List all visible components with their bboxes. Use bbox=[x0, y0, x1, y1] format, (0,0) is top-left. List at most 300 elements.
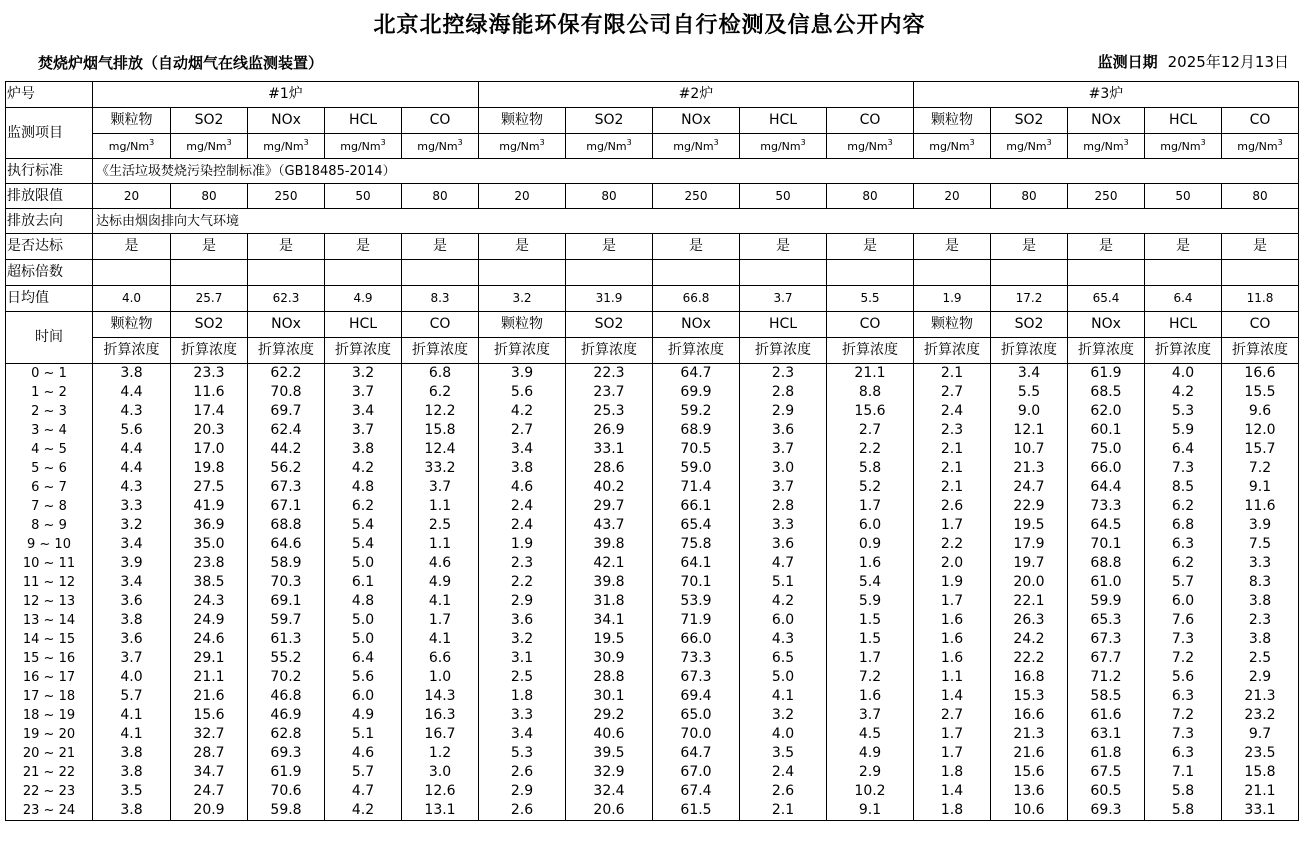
hourly-value: 3.4 bbox=[93, 573, 171, 592]
hourly-value: 4.5 bbox=[827, 725, 914, 744]
hourly-value: 61.0 bbox=[1068, 573, 1145, 592]
daily-avg-label: 日均值 bbox=[6, 286, 93, 312]
pollutant-header: HCL bbox=[325, 108, 402, 134]
hourly-value: 3.0 bbox=[740, 459, 827, 478]
hourly-value: 23.3 bbox=[171, 364, 248, 384]
hourly-value: 71.4 bbox=[653, 478, 740, 497]
date-value: 2025年12月13日 bbox=[1167, 53, 1289, 71]
section-subtitle: 焚烧炉烟气排放（自动烟气在线监测装置） bbox=[38, 54, 324, 72]
hourly-value: 10.7 bbox=[991, 440, 1068, 459]
direction-label: 排放去向 bbox=[6, 209, 93, 234]
hourly-value: 2.5 bbox=[1222, 649, 1299, 668]
hourly-value: 28.7 bbox=[171, 744, 248, 763]
hourly-value: 1.5 bbox=[827, 611, 914, 630]
hourly-value: 5.4 bbox=[325, 535, 402, 554]
exceed-value bbox=[827, 260, 914, 286]
limit-value: 250 bbox=[653, 184, 740, 209]
hourly-value: 67.7 bbox=[1068, 649, 1145, 668]
limit-row bbox=[6, 184, 1299, 209]
hourly-value: 1.1 bbox=[914, 668, 991, 687]
pollutant-header: CO bbox=[827, 108, 914, 134]
conc-label: 折算浓度 bbox=[1222, 338, 1299, 364]
hourly-value: 1.9 bbox=[479, 535, 566, 554]
unit-sup: 3 bbox=[1046, 137, 1052, 147]
hourly-row bbox=[6, 687, 1299, 706]
exceed-value bbox=[566, 260, 653, 286]
limit-value: 80 bbox=[991, 184, 1068, 209]
hourly-value: 5.0 bbox=[325, 630, 402, 649]
hourly-value: 6.6 bbox=[402, 649, 479, 668]
conc-label: 折算浓度 bbox=[1068, 338, 1145, 364]
hourly-value: 4.6 bbox=[479, 478, 566, 497]
hourly-value: 24.7 bbox=[991, 478, 1068, 497]
hourly-value: 66.0 bbox=[1068, 459, 1145, 478]
pollutant-header: CO bbox=[1222, 108, 1299, 134]
daily-avg-row bbox=[6, 286, 1299, 312]
conc-label: 折算浓度 bbox=[914, 338, 991, 364]
hourly-value: 64.7 bbox=[653, 364, 740, 384]
hourly-value: 3.8 bbox=[1222, 592, 1299, 611]
unit-sup: 3 bbox=[380, 137, 386, 147]
hourly-value: 40.2 bbox=[566, 478, 653, 497]
hourly-value: 5.6 bbox=[479, 383, 566, 402]
compliant-value: 是 bbox=[171, 234, 248, 260]
compliant-value: 是 bbox=[325, 234, 402, 260]
hourly-value: 5.9 bbox=[1145, 421, 1222, 440]
hourly-value: 1.6 bbox=[914, 630, 991, 649]
hourly-value: 9.1 bbox=[1222, 478, 1299, 497]
hourly-value: 7.2 bbox=[1145, 706, 1222, 725]
hourly-value: 5.0 bbox=[325, 611, 402, 630]
hourly-row bbox=[6, 478, 1299, 497]
limit-value: 80 bbox=[1222, 184, 1299, 209]
exceed-value bbox=[1222, 260, 1299, 286]
hourly-value: 34.7 bbox=[171, 763, 248, 782]
compliant-value: 是 bbox=[566, 234, 653, 260]
hourly-value: 3.4 bbox=[93, 535, 171, 554]
hourly-value: 59.0 bbox=[653, 459, 740, 478]
unit-base: mg/Nm bbox=[847, 139, 888, 153]
hourly-value: 1.7 bbox=[827, 497, 914, 516]
hourly-value: 1.8 bbox=[914, 763, 991, 782]
hourly-value: 33.2 bbox=[402, 459, 479, 478]
monitoring-date bbox=[1098, 51, 1289, 72]
hourly-value: 69.7 bbox=[248, 402, 325, 421]
hourly-row bbox=[6, 782, 1299, 801]
hourly-value: 1.1 bbox=[402, 497, 479, 516]
hourly-value: 7.6 bbox=[1145, 611, 1222, 630]
compliant-value: 是 bbox=[740, 234, 827, 260]
hourly-value: 4.2 bbox=[325, 459, 402, 478]
daily-avg-value: 4.9 bbox=[325, 286, 402, 312]
unit-base: mg/Nm bbox=[1006, 139, 1047, 153]
hourly-value: 3.7 bbox=[827, 706, 914, 725]
limit-value: 20 bbox=[93, 184, 171, 209]
hour-range: 13 ~ 14 bbox=[6, 611, 93, 630]
hour-range: 7 ~ 8 bbox=[6, 497, 93, 516]
hourly-value: 5.5 bbox=[991, 383, 1068, 402]
hourly-value: 1.8 bbox=[914, 801, 991, 821]
hourly-value: 4.3 bbox=[93, 402, 171, 421]
exceed-row bbox=[6, 260, 1299, 286]
hourly-value: 3.4 bbox=[325, 402, 402, 421]
hourly-value: 4.1 bbox=[402, 630, 479, 649]
hourly-value: 5.4 bbox=[827, 573, 914, 592]
hourly-value: 2.3 bbox=[740, 364, 827, 384]
hourly-value: 2.4 bbox=[740, 763, 827, 782]
hourly-value: 2.4 bbox=[914, 402, 991, 421]
hourly-value: 56.2 bbox=[248, 459, 325, 478]
hourly-value: 26.3 bbox=[991, 611, 1068, 630]
hourly-value: 3.3 bbox=[479, 706, 566, 725]
hourly-value: 15.6 bbox=[827, 402, 914, 421]
conc-label: 折算浓度 bbox=[402, 338, 479, 364]
hourly-value: 29.2 bbox=[566, 706, 653, 725]
hourly-value: 6.3 bbox=[1145, 687, 1222, 706]
pollutant-header: 颗粒物 bbox=[93, 108, 171, 134]
hourly-value: 70.0 bbox=[653, 725, 740, 744]
hourly-value: 59.8 bbox=[248, 801, 325, 821]
hourly-value: 71.9 bbox=[653, 611, 740, 630]
hourly-value: 68.5 bbox=[1068, 383, 1145, 402]
hourly-value: 9.1 bbox=[827, 801, 914, 821]
hourly-value: 31.8 bbox=[566, 592, 653, 611]
hourly-value: 5.6 bbox=[93, 421, 171, 440]
hour-range: 9 ~ 10 bbox=[6, 535, 93, 554]
hourly-value: 64.1 bbox=[653, 554, 740, 573]
hourly-value: 3.8 bbox=[93, 744, 171, 763]
limit-value: 50 bbox=[740, 184, 827, 209]
pollutant-header: 颗粒物 bbox=[479, 312, 566, 338]
unit-cell bbox=[248, 134, 325, 159]
pollutant-header: SO2 bbox=[566, 108, 653, 134]
hourly-value: 2.6 bbox=[740, 782, 827, 801]
compliant-value: 是 bbox=[93, 234, 171, 260]
hourly-value: 4.2 bbox=[740, 592, 827, 611]
hourly-value: 70.6 bbox=[248, 782, 325, 801]
hourly-value: 61.6 bbox=[1068, 706, 1145, 725]
unit-sup: 3 bbox=[303, 137, 309, 147]
hourly-value: 15.8 bbox=[1222, 763, 1299, 782]
hourly-value: 3.6 bbox=[740, 535, 827, 554]
hourly-value: 5.2 bbox=[827, 478, 914, 497]
hourly-value: 3.2 bbox=[93, 516, 171, 535]
hourly-value: 28.8 bbox=[566, 668, 653, 687]
hourly-value: 2.1 bbox=[914, 440, 991, 459]
hourly-value: 1.5 bbox=[827, 630, 914, 649]
exceed-value bbox=[740, 260, 827, 286]
exceed-value bbox=[914, 260, 991, 286]
hourly-value: 46.8 bbox=[248, 687, 325, 706]
daily-avg-value: 3.2 bbox=[479, 286, 566, 312]
hour-range: 5 ~ 6 bbox=[6, 459, 93, 478]
hourly-value: 65.4 bbox=[653, 516, 740, 535]
hourly-value: 14.3 bbox=[402, 687, 479, 706]
hourly-value: 55.2 bbox=[248, 649, 325, 668]
conc-label: 折算浓度 bbox=[653, 338, 740, 364]
hourly-value: 68.9 bbox=[653, 421, 740, 440]
hourly-value: 3.4 bbox=[991, 364, 1068, 384]
hourly-value: 59.7 bbox=[248, 611, 325, 630]
hour-range: 14 ~ 15 bbox=[6, 630, 93, 649]
hourly-value: 4.6 bbox=[402, 554, 479, 573]
pollutant-header: NOx bbox=[1068, 108, 1145, 134]
hourly-value: 4.0 bbox=[1145, 364, 1222, 384]
limit-value: 20 bbox=[479, 184, 566, 209]
hourly-value: 3.8 bbox=[93, 801, 171, 821]
pollutant-header: HCL bbox=[740, 312, 827, 338]
hourly-value: 3.8 bbox=[93, 611, 171, 630]
hourly-value: 3.4 bbox=[479, 440, 566, 459]
daily-avg-value: 4.0 bbox=[93, 286, 171, 312]
hourly-value: 2.0 bbox=[914, 554, 991, 573]
hour-range: 1 ~ 2 bbox=[6, 383, 93, 402]
compliant-value: 是 bbox=[914, 234, 991, 260]
hourly-value: 19.5 bbox=[991, 516, 1068, 535]
hourly-value: 3.7 bbox=[325, 421, 402, 440]
pollutant-header: HCL bbox=[740, 108, 827, 134]
unit-base: mg/Nm bbox=[586, 139, 627, 153]
hourly-row bbox=[6, 801, 1299, 821]
hourly-value: 1.1 bbox=[402, 535, 479, 554]
hourly-value: 21.1 bbox=[1222, 782, 1299, 801]
hourly-value: 62.0 bbox=[1068, 402, 1145, 421]
pollutant-header: SO2 bbox=[566, 312, 653, 338]
compliant-value: 是 bbox=[991, 234, 1068, 260]
hourly-value: 58.5 bbox=[1068, 687, 1145, 706]
hourly-value: 4.1 bbox=[93, 725, 171, 744]
hourly-value: 6.8 bbox=[1145, 516, 1222, 535]
hourly-value: 3.9 bbox=[93, 554, 171, 573]
unit-cell bbox=[402, 134, 479, 159]
unit-sup: 3 bbox=[457, 137, 463, 147]
hourly-value: 17.4 bbox=[171, 402, 248, 421]
limit-value: 20 bbox=[914, 184, 991, 209]
hourly-value: 2.4 bbox=[479, 497, 566, 516]
hourly-value: 39.8 bbox=[566, 535, 653, 554]
hourly-value: 4.8 bbox=[325, 592, 402, 611]
unit-cell bbox=[1222, 134, 1299, 159]
hourly-value: 4.1 bbox=[740, 687, 827, 706]
conc-label: 折算浓度 bbox=[740, 338, 827, 364]
hourly-value: 2.6 bbox=[479, 801, 566, 821]
hourly-value: 44.2 bbox=[248, 440, 325, 459]
hourly-value: 70.5 bbox=[653, 440, 740, 459]
hourly-row bbox=[6, 497, 1299, 516]
hourly-value: 1.0 bbox=[402, 668, 479, 687]
hourly-row bbox=[6, 364, 1299, 384]
conc-label: 折算浓度 bbox=[248, 338, 325, 364]
hourly-value: 3.7 bbox=[740, 440, 827, 459]
hourly-value: 22.1 bbox=[991, 592, 1068, 611]
hourly-value: 6.1 bbox=[325, 573, 402, 592]
hourly-value: 2.2 bbox=[479, 573, 566, 592]
hourly-row bbox=[6, 421, 1299, 440]
hourly-value: 3.8 bbox=[93, 364, 171, 384]
hourly-value: 75.8 bbox=[653, 535, 740, 554]
page-title: 北京北控绿海能环保有限公司自行检测及信息公开内容 bbox=[373, 13, 926, 38]
hourly-value: 19.8 bbox=[171, 459, 248, 478]
daily-avg-value: 5.5 bbox=[827, 286, 914, 312]
unit-base: mg/Nm bbox=[1237, 139, 1278, 153]
hourly-value: 43.7 bbox=[566, 516, 653, 535]
standard-label: 执行标准 bbox=[6, 159, 93, 184]
hourly-value: 4.3 bbox=[93, 478, 171, 497]
hourly-value: 66.0 bbox=[653, 630, 740, 649]
exceed-value bbox=[991, 260, 1068, 286]
hourly-value: 10.6 bbox=[991, 801, 1068, 821]
exceed-value bbox=[248, 260, 325, 286]
compliant-value: 是 bbox=[479, 234, 566, 260]
daily-avg-value: 25.7 bbox=[171, 286, 248, 312]
hourly-value: 17.0 bbox=[171, 440, 248, 459]
hourly-value: 4.4 bbox=[93, 440, 171, 459]
hourly-value: 2.9 bbox=[479, 592, 566, 611]
limit-value: 80 bbox=[566, 184, 653, 209]
conc-label: 折算浓度 bbox=[93, 338, 171, 364]
hourly-value: 21.3 bbox=[991, 725, 1068, 744]
hourly-value: 61.5 bbox=[653, 801, 740, 821]
hourly-value: 5.1 bbox=[325, 725, 402, 744]
hourly-value: 5.3 bbox=[479, 744, 566, 763]
hourly-value: 3.4 bbox=[479, 725, 566, 744]
hourly-value: 1.6 bbox=[914, 611, 991, 630]
hourly-value: 20.3 bbox=[171, 421, 248, 440]
hourly-value: 13.6 bbox=[991, 782, 1068, 801]
pollutant-header: SO2 bbox=[991, 108, 1068, 134]
hourly-row bbox=[6, 459, 1299, 478]
hourly-value: 6.0 bbox=[325, 687, 402, 706]
hourly-value: 33.1 bbox=[1222, 801, 1299, 821]
hour-range: 21 ~ 22 bbox=[6, 763, 93, 782]
hourly-value: 39.8 bbox=[566, 573, 653, 592]
unit-base: mg/Nm bbox=[673, 139, 714, 153]
limit-label: 排放限值 bbox=[6, 184, 93, 209]
compliant-value: 是 bbox=[1145, 234, 1222, 260]
pollutant-header: NOx bbox=[248, 312, 325, 338]
hourly-value: 5.8 bbox=[827, 459, 914, 478]
hourly-value: 19.7 bbox=[991, 554, 1068, 573]
hourly-value: 2.7 bbox=[479, 421, 566, 440]
hourly-value: 24.9 bbox=[171, 611, 248, 630]
hourly-value: 33.1 bbox=[566, 440, 653, 459]
hourly-value: 23.5 bbox=[1222, 744, 1299, 763]
hourly-value: 68.8 bbox=[1068, 554, 1145, 573]
hourly-value: 22.9 bbox=[991, 497, 1068, 516]
hourly-value: 36.9 bbox=[171, 516, 248, 535]
unit-sup: 3 bbox=[1277, 137, 1283, 147]
hourly-value: 4.9 bbox=[827, 744, 914, 763]
hourly-value: 67.4 bbox=[653, 782, 740, 801]
hourly-value: 9.0 bbox=[991, 402, 1068, 421]
hour-range: 19 ~ 20 bbox=[6, 725, 93, 744]
hourly-value: 11.6 bbox=[171, 383, 248, 402]
exceed-value bbox=[93, 260, 171, 286]
hourly-value: 5.8 bbox=[1145, 782, 1222, 801]
hourly-value: 60.1 bbox=[1068, 421, 1145, 440]
standard-row bbox=[6, 159, 1299, 184]
hourly-value: 5.8 bbox=[1145, 801, 1222, 821]
hourly-value: 4.3 bbox=[740, 630, 827, 649]
hourly-value: 2.9 bbox=[1222, 668, 1299, 687]
unit-base: mg/Nm bbox=[417, 139, 458, 153]
hourly-value: 38.5 bbox=[171, 573, 248, 592]
hourly-value: 2.9 bbox=[479, 782, 566, 801]
hourly-value: 24.7 bbox=[171, 782, 248, 801]
hourly-value: 2.2 bbox=[827, 440, 914, 459]
hourly-value: 3.2 bbox=[325, 364, 402, 384]
hourly-value: 73.3 bbox=[1068, 497, 1145, 516]
hourly-value: 3.3 bbox=[93, 497, 171, 516]
furnace-header: #3炉 bbox=[914, 82, 1299, 108]
hourly-value: 3.7 bbox=[740, 478, 827, 497]
hourly-value: 5.9 bbox=[827, 592, 914, 611]
hourly-value: 7.3 bbox=[1145, 725, 1222, 744]
pollutant-header: CO bbox=[1222, 312, 1299, 338]
hourly-value: 30.9 bbox=[566, 649, 653, 668]
exceed-value bbox=[1145, 260, 1222, 286]
hourly-value: 66.1 bbox=[653, 497, 740, 516]
hourly-value: 6.3 bbox=[1145, 535, 1222, 554]
exceed-value bbox=[1068, 260, 1145, 286]
hourly-value: 67.0 bbox=[653, 763, 740, 782]
daily-avg-value: 11.8 bbox=[1222, 286, 1299, 312]
pollutant-header: NOx bbox=[248, 108, 325, 134]
pollutant-header: CO bbox=[402, 108, 479, 134]
hourly-value: 20.0 bbox=[991, 573, 1068, 592]
hourly-value: 7.3 bbox=[1145, 459, 1222, 478]
limit-value: 80 bbox=[171, 184, 248, 209]
conc-label: 折算浓度 bbox=[991, 338, 1068, 364]
hourly-value: 21.1 bbox=[171, 668, 248, 687]
hourly-value: 2.6 bbox=[479, 763, 566, 782]
unit-cell bbox=[171, 134, 248, 159]
pollutant-header: 颗粒物 bbox=[93, 312, 171, 338]
hourly-value: 67.5 bbox=[1068, 763, 1145, 782]
compliant-value: 是 bbox=[1222, 234, 1299, 260]
hourly-value: 6.2 bbox=[325, 497, 402, 516]
exceed-value bbox=[171, 260, 248, 286]
hourly-value: 71.2 bbox=[1068, 668, 1145, 687]
hourly-value: 39.5 bbox=[566, 744, 653, 763]
hourly-value: 3.6 bbox=[93, 592, 171, 611]
hourly-value: 67.3 bbox=[1068, 630, 1145, 649]
hourly-value: 2.8 bbox=[740, 497, 827, 516]
hourly-value: 23.2 bbox=[1222, 706, 1299, 725]
unit-sup: 3 bbox=[149, 137, 155, 147]
daily-avg-value: 66.8 bbox=[653, 286, 740, 312]
hourly-value: 75.0 bbox=[1068, 440, 1145, 459]
hourly-value: 6.2 bbox=[1145, 554, 1222, 573]
furnace-header: #2炉 bbox=[479, 82, 914, 108]
hourly-value: 1.7 bbox=[914, 592, 991, 611]
conc-label: 折算浓度 bbox=[827, 338, 914, 364]
hourly-value: 6.2 bbox=[1145, 497, 1222, 516]
hourly-value: 64.7 bbox=[653, 744, 740, 763]
hourly-row bbox=[6, 383, 1299, 402]
hourly-value: 3.2 bbox=[740, 706, 827, 725]
hourly-value: 10.2 bbox=[827, 782, 914, 801]
hourly-value: 15.7 bbox=[1222, 440, 1299, 459]
hourly-value: 9.6 bbox=[1222, 402, 1299, 421]
hourly-value: 3.8 bbox=[93, 763, 171, 782]
hourly-value: 12.2 bbox=[402, 402, 479, 421]
hourly-value: 0.9 bbox=[827, 535, 914, 554]
unit-base: mg/Nm bbox=[499, 139, 540, 153]
hour-range: 12 ~ 13 bbox=[6, 592, 93, 611]
hour-range: 10 ~ 11 bbox=[6, 554, 93, 573]
hourly-value: 2.7 bbox=[914, 706, 991, 725]
